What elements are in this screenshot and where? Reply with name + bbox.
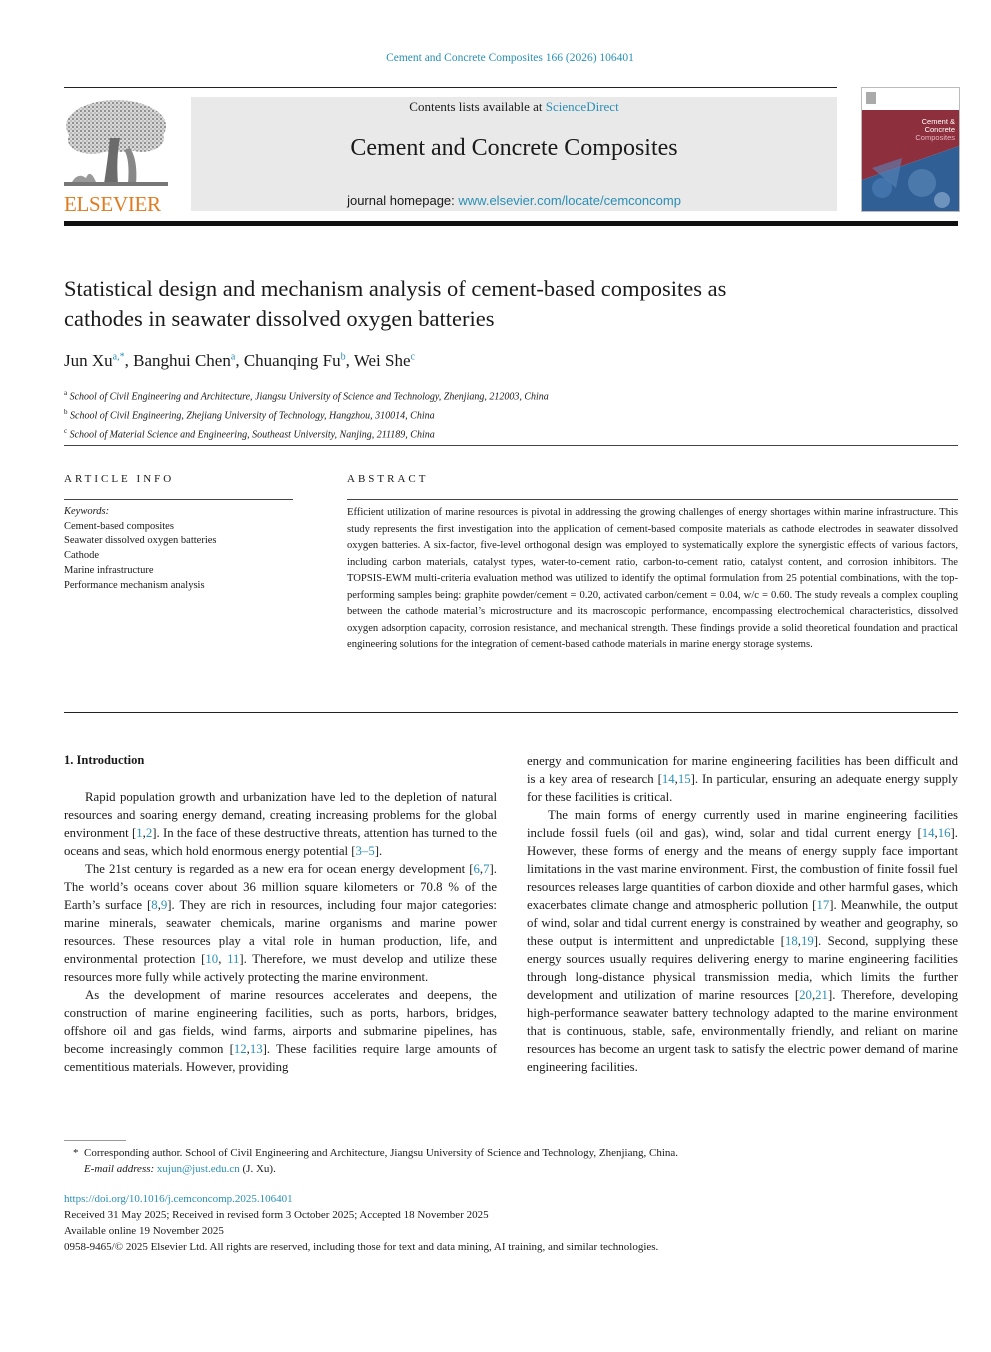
author-name: Wei She	[353, 351, 411, 370]
citation-link[interactable]: 20	[799, 988, 812, 1002]
paragraph-text: ]. However, these forms of energy and the means of energy supply face important limitations in the vast marine environment. First, the combustion of finite fossil fuel resources releases large quantities of carbon dioxide and other harmful gases, which exacerbates climate change and atmospheric pollution [	[527, 826, 958, 912]
paragraph-text: ].	[374, 844, 383, 858]
keyword: Performance mechanism analysis	[64, 579, 205, 591]
author-separator: ,	[345, 351, 354, 370]
author-affiliation-marker[interactable]: c	[410, 351, 415, 363]
paragraph-text: ,	[218, 952, 228, 966]
elsevier-wordmark: ELSEVIER	[64, 192, 161, 216]
keywords-label: Keywords:	[64, 506, 110, 517]
citation-link[interactable]: 9	[160, 898, 168, 912]
body-paragraph	[527, 806, 958, 1076]
citation-link[interactable]: 21	[815, 988, 828, 1002]
divider	[64, 445, 958, 446]
body-column-right	[527, 752, 958, 1076]
history-dates: Received 31 May 2025; Received in revised form 3 October 2025; Accepted 18 November 2025	[64, 1209, 489, 1221]
homepage-prefix: journal homepage:	[347, 193, 459, 208]
citation-link[interactable]: 17	[816, 898, 830, 912]
corresponding-author-footnote	[73, 1145, 678, 1177]
journal-cover-thumbnail[interactable]	[861, 87, 960, 212]
body-column-left	[64, 788, 497, 1076]
homepage-link[interactable]: www.elsevier.com/locate/cemconcomp	[458, 193, 681, 208]
citation-link[interactable]: 14	[921, 826, 935, 840]
footnote-marker: *	[73, 1147, 79, 1159]
paragraph-text: ,	[797, 934, 801, 948]
footnote-email-line	[73, 1161, 678, 1177]
paragraph-text: ,	[811, 988, 816, 1002]
author[interactable]	[133, 351, 244, 370]
running-head-citation[interactable]: Cement and Concrete Composites 166 (2026) 106401	[386, 52, 634, 64]
citation-link[interactable]: 6	[473, 862, 480, 876]
body-paragraph	[527, 752, 958, 806]
contents-prefix: Contents lists available at	[409, 99, 546, 114]
body-paragraph	[64, 788, 497, 860]
paragraph-text: ]. These facilities require large amounts of cementitious materials. However, providing	[64, 1042, 497, 1074]
paragraph-text: ,	[246, 1042, 250, 1056]
citation-link[interactable]: 18	[784, 934, 798, 948]
author-separator: ,	[124, 351, 134, 370]
available-online: Available online 19 November 2025	[64, 1225, 224, 1237]
publication-info	[64, 1191, 658, 1255]
paragraph-text: ]. Therefore, developing high-performance seawater battery technology adapted to the marine environment that is continuous, stable, safe, environmentally friendly, and reliant on marine resources has become an urgent task to satisfy the electric power demand of marine engineering facilities.	[527, 988, 958, 1074]
author[interactable]	[354, 351, 415, 370]
citation-link[interactable]: 11	[227, 952, 240, 966]
citation-link[interactable]: 3–5	[355, 844, 375, 858]
keyword: Cement-based composites	[64, 520, 174, 532]
citation-link[interactable]: 19	[800, 934, 814, 948]
article-title	[64, 274, 864, 334]
cover-art-icon	[862, 88, 959, 211]
cover-title-line: Concrete	[924, 125, 955, 134]
author-affiliation-marker[interactable]: a	[230, 351, 236, 363]
paragraph-text: As the development of marine resources accelerates and deepens, the construction of marine engineering facilities, such as ports, harbors, bridges, offshore oil and gas fields, wind farms, airports and submarine pipelines, has become increasingly common [	[64, 988, 497, 1056]
citation-link[interactable]: 10	[205, 952, 219, 966]
article-info-heading: ARTICLE INFO	[64, 473, 175, 485]
email-label: E-mail address:	[84, 1163, 155, 1175]
journal-homepage	[191, 193, 837, 208]
keyword: Marine infrastructure	[64, 564, 154, 576]
footnote-rule	[64, 1140, 126, 1141]
affiliation-key: c	[64, 426, 68, 435]
tree-icon	[64, 98, 168, 190]
divider	[347, 499, 958, 500]
email-suffix: (J. Xu).	[239, 1163, 276, 1175]
cover-title	[915, 118, 955, 142]
citation-link[interactable]: 15	[677, 772, 691, 786]
citation-link[interactable]: 16	[937, 826, 951, 840]
author-affiliation-marker[interactable]: b	[340, 351, 346, 363]
author-list	[64, 351, 415, 371]
copyright: 0958-9465/© 2025 Elsevier Ltd. All rights are reserved, including those for text and data mining, AI training, and similar technologies.	[64, 1241, 659, 1253]
paragraph-text: ,	[142, 826, 146, 840]
section-heading-introduction: 1. Introduction	[64, 753, 145, 767]
citation-link[interactable]: 8	[151, 898, 158, 912]
body-paragraph	[64, 860, 497, 986]
keyword: Cathode	[64, 550, 99, 562]
body-paragraph	[64, 986, 497, 1076]
citation-link[interactable]: 12	[233, 1042, 247, 1056]
affiliations	[64, 386, 549, 442]
email-link[interactable]: xujun@just.edu.cn	[156, 1163, 240, 1175]
footnote-line	[73, 1145, 678, 1161]
footnote-text: Corresponding author. School of Civil Engineering and Architecture, Jiangsu University of Science and Technology, Zhenjiang, China.	[84, 1147, 679, 1159]
keyword: Seawater dissolved oxygen batteries	[64, 535, 217, 547]
citation-link[interactable]: 13	[249, 1042, 263, 1056]
paragraph-text: ]. In particular, ensuring an adequate energy supply for these facilities is critical.	[527, 772, 958, 804]
citation-link[interactable]: 14	[661, 772, 675, 786]
paragraph-text: The main forms of energy currently used in marine engineering facilities include fossil fuels (oil and gas), wind, solar and tidal current energy [	[527, 808, 958, 840]
paragraph-text: Rapid population growth and urbanization have led to the depletion of natural resources and soaring energy demand, creating increasing problems for the global environment [	[64, 790, 497, 840]
paragraph-text: The 21st century is regarded as a new era for ocean energy development [	[85, 862, 474, 876]
doi-link[interactable]: https://doi.org/10.1016/j.cemconcomp.2025.106401	[64, 1193, 293, 1205]
journal-title: Cement and Concrete Composites	[350, 135, 678, 161]
affiliation-text: School of Material Science and Engineering, Southeast University, Nanjing, 211189, China	[69, 428, 435, 440]
cover-title-line: Cement &	[921, 117, 955, 126]
abstract-heading: ABSTRACT	[347, 473, 429, 485]
paragraph-text: energy and communication for marine engineering facilities has been difficult and is a key area of research [	[527, 754, 958, 786]
paragraph-text: ]. The world’s oceans cover about 36 million square kilometers or 70.8 % of the Earth’s surface [	[64, 862, 497, 912]
masthead-thick-rule	[64, 221, 958, 226]
paragraph-text: ,	[674, 772, 678, 786]
divider	[64, 499, 293, 500]
author[interactable]	[244, 351, 354, 370]
paragraph-text: ]. Second, supplying these energy sources usually requires delivering energy to marine engineering facilities through long-distance physical transmission media, which limits the further development and utilization of marine resources [	[527, 934, 958, 1002]
affiliation-text: School of Civil Engineering, Zhejiang University of Technology, Hangzhou, 310014, China	[70, 410, 435, 422]
top-rule	[64, 87, 837, 88]
citation-link[interactable]: 2	[145, 826, 153, 840]
affiliation	[64, 405, 549, 424]
paragraph-text: ,	[934, 826, 938, 840]
paragraph-text: ]. They are rich in resources, including four major categories: marine minerals, seawater chemicals, marine organisms and marine power resources. These resources play a vital role in human production, life, and environmental protection [	[64, 898, 497, 966]
author[interactable]	[64, 351, 133, 370]
divider	[64, 712, 958, 713]
affiliation	[64, 424, 549, 443]
citation-link[interactable]: 7	[483, 862, 490, 876]
abstract-body: Efficient utilization of marine resources is pivotal in addressing the growing challenges of energy shortages within marine infrastructure. This study represents the first investigation into the application of cement-based composite materials as cathode electrodes in seawater dissolved oxygen batteries. A six-factor, five-level orthogonal design was employed to systematically explore the synergistic effects of various factors, including carbon materials, catalyst types, water-to-cement ratio, carbon-to-cement ratio, catalyst content, and corrosion inhibitors. The TOPSIS-EWM multi-criteria evaluation method was utilized to identify the optimal formulation from 25 potential combinations, with the top-performing samples being: graphite powder/cement = 0.20, activated carbon/cement = 0.04, w/c = 0.60. The study reveals a complex coupling between the cathode material’s microstructure and its macroscopic performance, encompassing electrochemical characteristics, dissolved oxygen adsorption capacity, corrosion resistance, and mechanical strength. These findings provide a solid theoretical foundation and practical engineering solutions for the integration of cement-based cathode materials in marine energy storage systems.	[347, 507, 958, 650]
affiliation-key: a	[64, 389, 68, 397]
article-title-line: cathodes in seawater dissolved oxygen batteries	[64, 306, 495, 331]
sciencedirect-link[interactable]: ScienceDirect	[545, 99, 619, 114]
contents-availability	[191, 99, 837, 115]
author-name: Jun Xu	[64, 351, 113, 370]
paragraph-text: ]. In the face of these destructive threats, attention has turned to the oceans and seas, which hold enormous energy potential [	[64, 826, 498, 858]
author-name: Chuanqing Fu	[243, 351, 341, 370]
affiliation	[64, 386, 549, 405]
author-separator: ,	[235, 351, 244, 370]
article-title-line: Statistical design and mechanism analysis of cement-based composites as	[64, 276, 727, 301]
paragraph-text: ,	[479, 862, 484, 876]
author-affiliation-marker[interactable]: a,*	[112, 351, 125, 363]
paragraph-text: ,	[157, 898, 161, 912]
affiliation-key: b	[64, 407, 68, 416]
author-name: Banghui Chen	[133, 351, 231, 370]
citation-link[interactable]: 1	[136, 826, 143, 840]
keywords-list	[64, 505, 217, 593]
paragraph-text: ]. Therefore, we must develop and utilize these resources more fully while actively protecting the marine environment.	[64, 952, 497, 984]
paragraph-text: ]. Meanwhile, the output of wind, solar and tidal current energy is constrained by weather and geography, so these output is intermittent and unpredictable [	[527, 898, 958, 948]
affiliation-text: School of Civil Engineering and Architecture, Jiangsu University of Science and Technology, Zhenjiang, 212003, China	[69, 391, 549, 403]
cover-title-line: Composites	[915, 133, 955, 142]
journal-masthead	[191, 97, 837, 211]
